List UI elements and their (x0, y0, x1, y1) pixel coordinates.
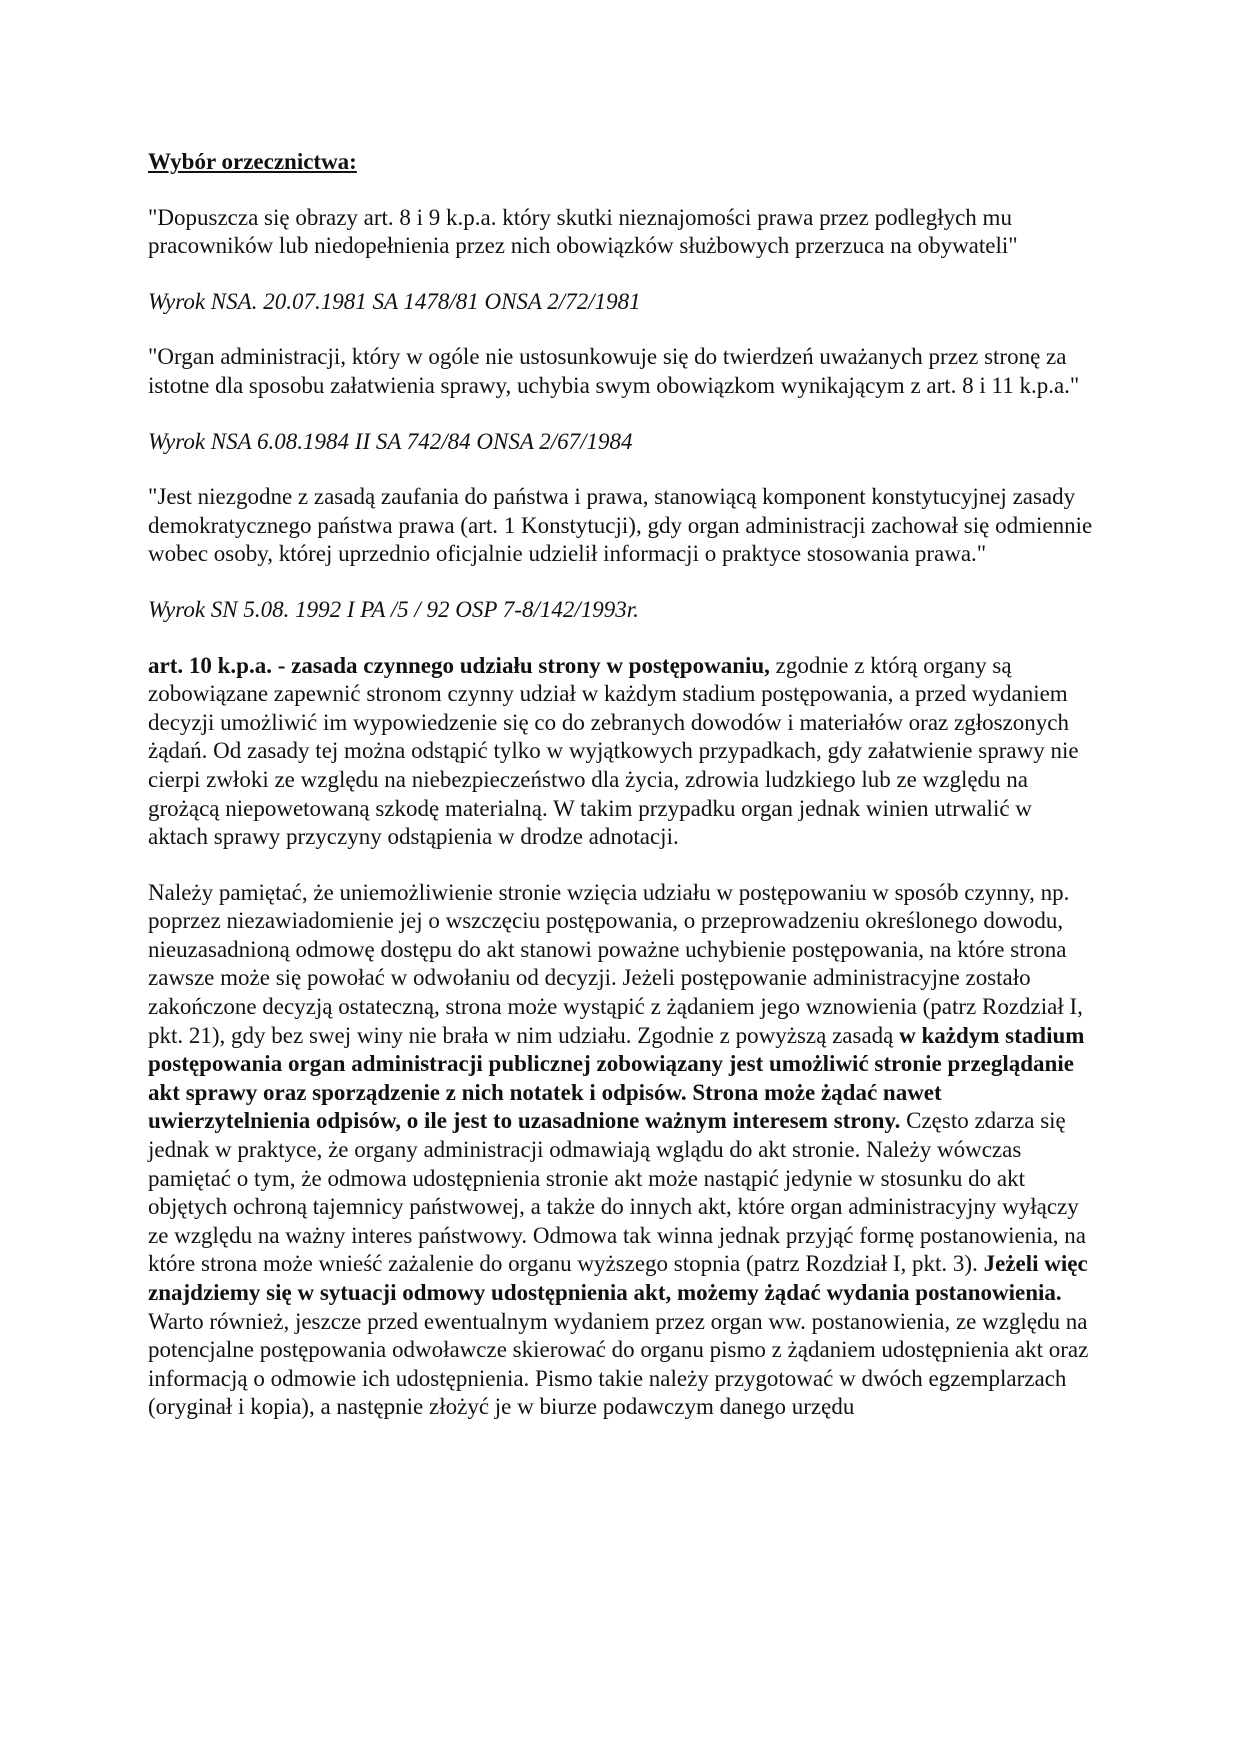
section-heading: Wybór orzecznictwa: (148, 149, 357, 174)
final-text-1: Należy pamiętać, że uniemożliwienie stronie wzięcia udziału w postępowaniu w sposób czynny, np. poprzez niezawiadomienie jej o wszczęciu postępowania, o przeprowadzeniu określonego dowodu, nieuzasadnioną odmowę dostępu do akt stanowi poważne uchybienie postępowania, na które strona zawsze może się powołać w odwołaniu od decyzji. Jeżeli postępowanie administracyjne zostało zakończone decyzją ostateczną, strona może wystąpić z żądaniem jego wznowienia (patrz Rozdział I, pkt. 21), gdy bez swej winy nie brała w nim udziału. Zgodnie z powyższą zasadą (148, 879, 1083, 1048)
final-bold-1: w każdym stadium postępowania organ administracji publicznej zobowiązany jest umożliwić stronie przeglądanie akt sprawy oraz sporządzenie z nich notatek i odpisów. Strona może żądać nawet uwierzytelnienia odpisów, o ile jest to uzasadnione ważnym interesem strony. (148, 1022, 1085, 1134)
article-10-paragraph (148, 652, 1094, 852)
final-bold-2: Jeżeli więc znajdziemy się w sytuacji odmowy udostępnienia akt, możemy żądać wydania postanowienia. (148, 1251, 1088, 1305)
citation-3: Wyrok SN 5.08. 1992 I PA /5 / 92 OSP 7-8/142/1993r. (148, 596, 639, 622)
citation-1: Wyrok NSA. 20.07.1981 SA 1478/81 ONSA 2/72/1981 (148, 288, 641, 314)
final-paragraph (148, 879, 1094, 1422)
document-page (148, 148, 1094, 1422)
article-10-text: zgodnie z którą organy są zobowiązane zapewnić stronom czynny udział w każdym stadium postępowania, a przed wydaniem decyzji umożliwić im wypowiedzenie się co do zebranych dowodów i materiałów oraz zgłoszonych żądań. Od zasady tej można odstąpić tylko w wyjątkowych przypadkach, gdy załatwienie sprawy nie cierpi zwłoki ze względu na niebezpieczeństwo dla życia, zdrowia ludzkiego lub ze względu na grożącą niepowetowaną szkodę materialną. W takim przypadku organ jednak winien utrwalić w aktach sprawy przyczyny odstąpienia w drodze adnotacji. (148, 652, 1079, 850)
quote-2: "Organ administracji, który w ogóle nie ustosunkowuje się do twierdzeń uważanych przez stronę za istotne dla sposobu załatwienia sprawy, uchybia swym obowiązkom wynikającym z art. 8 i 11 k.p.a." (148, 344, 1080, 398)
article-10-lead: art. 10 k.p.a. - zasada czynnego udziału strony w postępowaniu, (148, 652, 770, 678)
citation-2: Wyrok NSA 6.08.1984 II SA 742/84 ONSA 2/67/1984 (148, 428, 633, 454)
quote-3: "Jest niezgodne z zasadą zaufania do państwa i prawa, stanowiącą komponent konstytucyjnej zasady demokratycznego państwa prawa (art. 1 Konstytucji), gdy organ administracji zachował się odmiennie wobec osoby, której uprzednio oficjalnie udzielił informacji o praktyce stosowania prawa." (148, 484, 1093, 567)
quote-1: "Dopuszcza się obrazy art. 8 i 9 k.p.a. który skutki nieznajomości prawa przez podległych mu pracowników lub niedopełnienia przez nich obowiązków służbowych przerzuca na obywateli" (148, 204, 1018, 259)
final-text-2: Często zdarza się jednak w praktyce, że organy administracji odmawiają wglądu do akt stronie. Należy wówczas pamiętać o tym, że odmowa udostępnienia stronie akt może nastąpić jedynie w stosunku do akt objętych ochroną tajemnicy państwowej, a także do innych akt, które organ administracyjny wyłączy ze względu na ważny interes państwowy. Odmowa tak winna jednak przyjąć formę postanowienia, na które strona może wnieść zażalenie do organu wyższego stopnia (patrz Rozdział I, pkt. 3). (148, 1108, 1086, 1277)
final-text-3: Warto również, jeszcze przed ewentualnym wydaniem przez organ ww. postanowienia, ze względu na potencjalne postępowania odwoławcze skierować do organu pismo z żądaniem udostępnienia akt oraz informacją o odmowie ich udostępnienia. Pismo takie należy przygotować w dwóch egzemplarzach (oryginał i kopia), a następnie złożyć je w biurze podawczym danego urzędu (148, 1308, 1089, 1420)
